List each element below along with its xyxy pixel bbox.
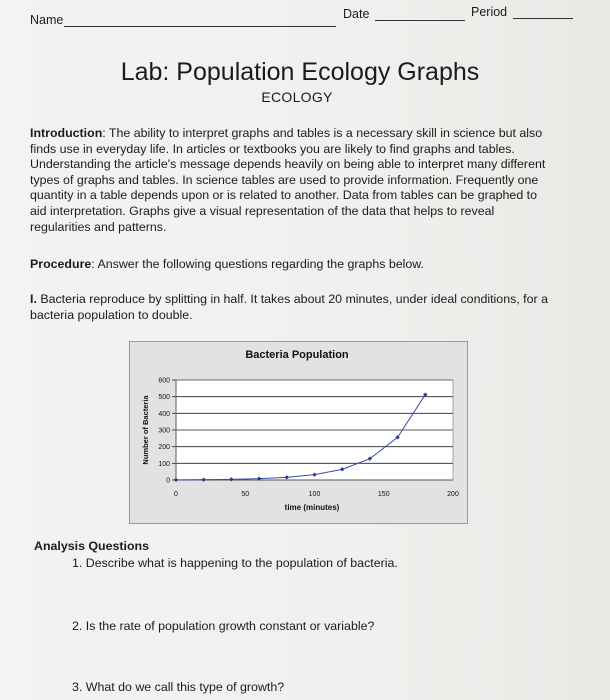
introduction-label: Introduction xyxy=(30,126,103,140)
bacteria-chart-svg xyxy=(130,342,467,523)
chart-x-tick-label: 100 xyxy=(308,491,321,498)
chart-x-tick-label: 200 xyxy=(447,491,459,498)
period-line xyxy=(513,18,573,19)
bacteria-chart xyxy=(129,341,468,524)
name-line xyxy=(64,26,336,27)
page-title: Lab: Population Ecology Graphs xyxy=(120,58,480,86)
intro-line-3: types of graphs and tables. In science tables are used to provide information. Frequently one xyxy=(30,172,539,187)
chart-y-tick-label: 600 xyxy=(158,377,170,385)
chart-y-tick-label: 300 xyxy=(158,427,170,435)
period-label: Period xyxy=(471,5,508,19)
analysis-question-3: 3. What do we call this type of growth? xyxy=(72,680,285,694)
analysis-heading: Analysis Questions xyxy=(34,539,149,553)
chart-y-tick-label: 200 xyxy=(158,444,170,452)
chart-y-axis-label: Number of Bacteria xyxy=(141,395,150,465)
procedure-label: Procedure xyxy=(30,257,92,271)
name-label: Name xyxy=(30,13,64,27)
chart-y-tick-label: 500 xyxy=(158,394,170,402)
question-one-line1: Bacteria reproduce by splitting in half. It takes about 20 minutes, under ideal conditions, for a xyxy=(36,292,548,306)
procedure-paragraph xyxy=(30,257,570,273)
question-one xyxy=(30,292,570,323)
analysis-question-1: 1. Describe what is happening to the population of bacteria. xyxy=(72,556,398,570)
intro-line-0: : The ability to interpret graphs and tables is a necessary skill in science but also xyxy=(102,126,543,140)
date-label: Date xyxy=(343,7,370,21)
chart-y-tick-label: 0 xyxy=(166,477,170,485)
page-subtitle: ECOLOGY xyxy=(261,89,333,105)
introduction-paragraph xyxy=(30,126,570,235)
intro-line-6: regularities and patterns. xyxy=(30,219,167,234)
chart-y-tick-label: 100 xyxy=(158,460,170,468)
procedure-text: : Answer the following questions regarding the graphs below. xyxy=(91,257,424,271)
chart-title: Bacteria Population xyxy=(245,349,349,361)
chart-y-tick-label: 400 xyxy=(158,410,170,418)
chart-x-tick-label: 50 xyxy=(241,491,250,498)
intro-line-5: aid interpretation. Graphs give a visual representation of the data that helps to reveal xyxy=(30,203,495,218)
intro-line-2: Understanding the article's message depends heavily on being able to interpret many different xyxy=(30,157,546,172)
question-one-line2: bacteria population to double. xyxy=(30,307,193,322)
analysis-question-2: 2. Is the rate of population growth constant or variable? xyxy=(72,619,375,633)
intro-line-4: quantity in a table depends upon or is related to another. Data from tables can be graphed to xyxy=(30,188,537,203)
question-one-number: I. xyxy=(30,292,37,306)
chart-x-tick-label: 150 xyxy=(377,491,390,498)
intro-line-1: finds use in everyday life. In articles or textbooks you are likely to find graphs and tables. xyxy=(30,141,515,156)
chart-x-tick-label: 0 xyxy=(174,491,178,498)
date-line xyxy=(375,20,465,21)
chart-x-axis-label: time (minutes) xyxy=(284,503,340,512)
chart-gridlines xyxy=(176,380,453,480)
